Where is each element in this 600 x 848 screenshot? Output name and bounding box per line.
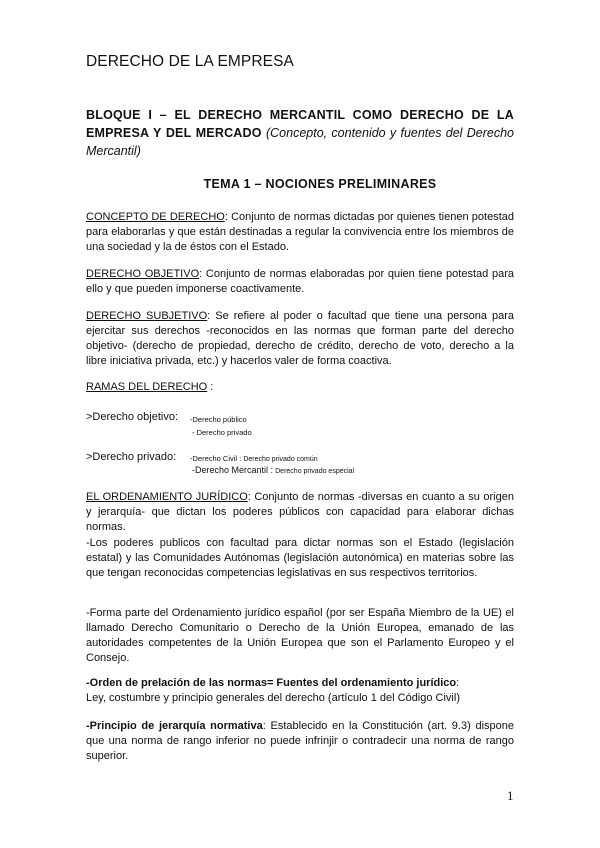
ramas-term: RAMAS DEL DERECHO: [86, 381, 208, 393]
jerarquia-text: : Establecido en la Constitución (art. 9.3) dispone que una norma de rango inferior no puede infrinjir o contradecir una norma de rango superior.: [86, 720, 514, 762]
rama-objetivo-label: >Derecho objetivo:: [86, 411, 179, 423]
objetivo-paragraph: [86, 267, 514, 297]
objetivo-text: : Conjunto de normas elaboradas por quien tiene potestad para ello y que pueden imponerse coactivamente.: [86, 268, 514, 295]
rama-privado-item: [190, 453, 318, 465]
rama-objetivo-item: -Derecho público: [190, 415, 247, 424]
ordenamiento-paragraph: [86, 490, 514, 535]
subjetivo-paragraph: [86, 309, 514, 369]
rama-privado-desc: Derecho privado especial: [275, 468, 355, 475]
rama-privado-name: -Derecho Civil :: [190, 454, 242, 463]
rama-objetivo-item: - Derecho privado: [192, 428, 252, 437]
ramas-suffix: :: [207, 381, 214, 393]
prelacion-suffix: :: [456, 677, 460, 689]
rama-privado-label: >Derecho privado:: [86, 451, 177, 463]
ordenamiento-text: : Conjunto de normas -diversas en cuanto a su origen y jerarquía- que dictan los poderes públicos con capacidad para elaborar dichas normas.: [86, 491, 514, 533]
tema-title: TEMA 1 – NOCIONES PRELIMINARES: [203, 177, 437, 191]
bloque-subtitle: (Concepto, contenido y fuentes del Derecho Mercantil): [86, 126, 514, 158]
jerarquia-paragraph: [86, 719, 514, 764]
rama-privado-desc: Derecho privado común: [243, 456, 318, 463]
derecho-comunitario-paragraph: -Forma parte del Ordenamiento jurídico español (por ser España Miembro de la UE) el llamado Derecho Comunitario o Derecho de la Unión Europea, emanado de las autoridades competentes de la Unión Europea que son el Parlamento Europeo y el Consejo.: [86, 607, 514, 664]
subjetivo-term: DERECHO SUBJETIVO: [86, 310, 208, 322]
ramas-heading: [86, 380, 514, 395]
concepto-term: CONCEPTO DE DERECHO: [86, 211, 225, 223]
prelacion-text: Ley, costumbre y principio generales del derecho (artículo 1 del Código Civil): [86, 692, 460, 704]
bloque-title: BLOQUE I – EL DERECHO MERCANTIL COMO DERECHO DE LA EMPRESA Y DEL MERCADO: [86, 108, 514, 140]
page-number: 1: [507, 788, 514, 803]
ordenamiento-term: EL ORDENAMIENTO JURÍDICO: [86, 491, 248, 503]
rama-privado-name: -Derecho Mercantil :: [192, 465, 274, 475]
concepto-text: : Conjunto de normas dictadas por quienes tienen potestad para elaborarlas y que están destinadas a regular la convivencia entre los miembros de una sociedad y la de éstos con el Estado.: [86, 211, 514, 253]
concepto-paragraph: [86, 210, 514, 255]
poderes-paragraph: -Los poderes publicos con facultad para dictar normas son el Estado (legislación estatal) y las Comunidades Autónomas (legislación autonómica) en materias sobre las que tengan reconocidas competencias legislativas en sus respectivos territorios.: [86, 537, 514, 579]
objetivo-term: DERECHO OBJETIVO: [86, 268, 200, 280]
document-title: DERECHO DE LA EMPRESA: [86, 53, 294, 70]
prelacion-term: -Orden de prelación de las normas= Fuentes del ordenamiento jurídico: [86, 677, 457, 689]
rama-privado-item: [192, 465, 354, 477]
bloque-heading: [86, 106, 514, 160]
prelacion-paragraph: [86, 676, 514, 706]
jerarquia-term: -Principio de jerarquía normativa: [86, 720, 263, 732]
subjetivo-text: : Se refiere al poder o facultad que tiene una persona para ejercitar sus derechos -reconocidos en las normas que forman parte del derecho objetivo- (derecho de propiedad, derecho de crédito, derecho de voto, derecho a la libre iniciativa privada, etc.) y hacerlos valer de forma coactiva.: [86, 310, 514, 367]
